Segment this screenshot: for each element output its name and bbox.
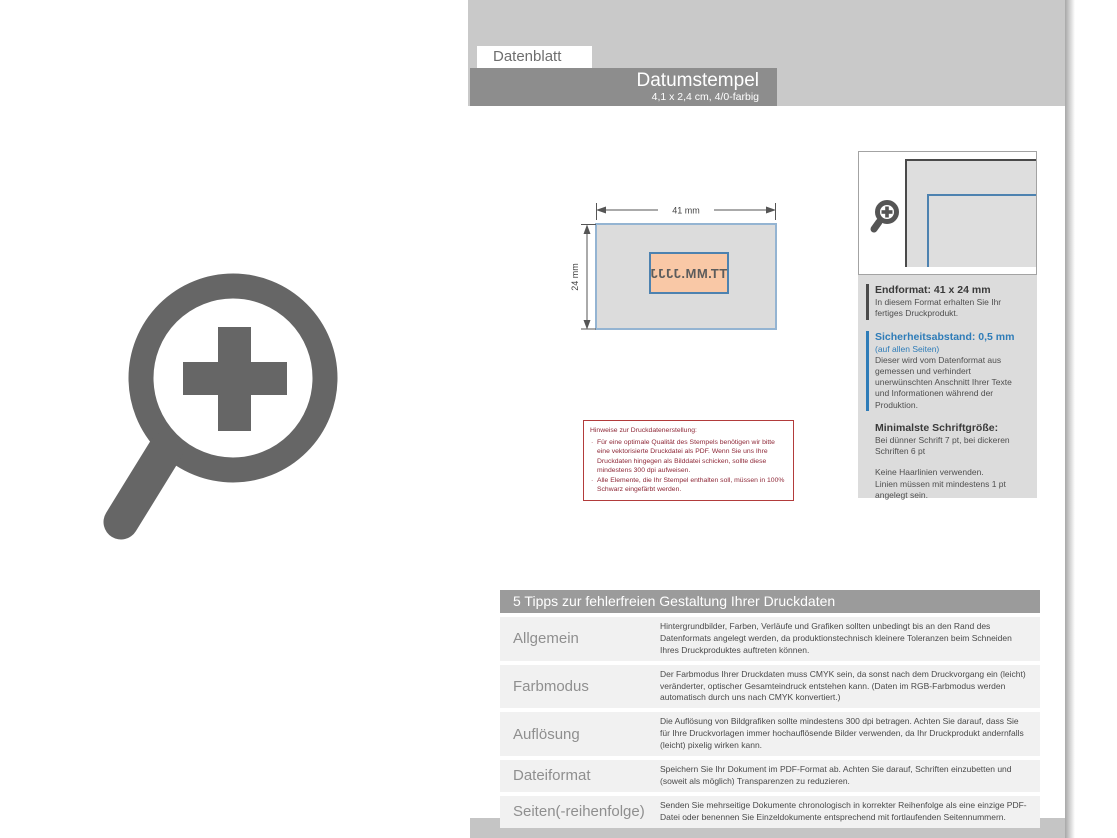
tips-header: 5 Tipps zur fehlerfreien Gestaltung Ihrer Druckdaten <box>500 590 1040 613</box>
endformat-text: In diesem Format erhalten Sie Ihr fertiges Druckprodukt. <box>875 297 1002 319</box>
datenblatt-tab: Datenblatt <box>477 46 592 68</box>
table-row <box>500 665 1040 709</box>
note-item: · Für eine optimale Qualität des Stempels benötigen wir bitte eine vektorisierte Druckdatei als PDF. Wenn Sie uns Ihre Druckdaten hingegen als Bilddatei schicken, sollte diese mindestens 300 dpi aufweisen. <box>590 438 787 475</box>
tip-label-seitenreihenfolge: Seiten(-reihenfolge) <box>513 803 645 821</box>
print-data-notes-box <box>583 420 794 501</box>
table-row <box>500 617 1040 661</box>
title-bar <box>470 68 777 106</box>
min-font-text: Bei dünner Schrift 7 pt, bei dickeren Schriften 6 pt <box>875 434 1010 457</box>
hairlines-text-2: Linien müssen mit mindestens 1 pt angelegt sein. <box>875 478 1006 500</box>
safety-subtitle: (auf allen Seiten) <box>875 343 940 354</box>
height-dimension-label: 24 mm <box>570 263 580 291</box>
table-row <box>500 796 1040 828</box>
table-row <box>500 760 1040 792</box>
min-font-section <box>866 422 1027 501</box>
safety-title: Sicherheitsabstand: 0,5 mm <box>875 330 1015 343</box>
tip-text: Hintergrundbilder, Farben, Verläufe und Grafiken sollten unbedingt bis an den Rand des Datenformats angelegt werden, da produktionstechnisch kleinere Toleranzen beim Schneiden Ihres Druckproduktes auftreten können. <box>660 621 1012 655</box>
zoom-detail-box <box>858 151 1037 275</box>
tip-label-dateiformat: Dateiformat <box>513 767 591 785</box>
page-edge-shadow <box>1065 0 1075 838</box>
note-item: · Alle Elemente, die Ihr Stempel enthalten soll, müssen in 100% Schwarz eingefärbt werden. <box>590 476 787 494</box>
spacer <box>875 457 1027 467</box>
width-dimension-label: 41 mm <box>672 205 700 216</box>
endformat-title: Endformat: 41 x 24 mm <box>875 284 991 296</box>
min-font-title: Minimalste Schriftgröße: <box>875 421 999 434</box>
tips-table <box>500 590 1040 828</box>
zoom-in-icon <box>868 199 902 237</box>
page-subtitle: 4,1 x 2,4 cm, 4/0-farbig <box>651 91 759 103</box>
stamp-mirrored-date-text: TT.MM.JJJJ <box>650 265 728 281</box>
format-corner-detail <box>905 159 1036 267</box>
notes-title: Hinweise zur Druckdatenerstellung: <box>590 427 697 434</box>
safety-text: Dieser wird vom Datenformat aus gemessen und verhindert unerwünschten Anschnitt Ihrer Texte und Informationen während der Produktion. <box>875 354 1012 410</box>
format-info-panel <box>858 275 1037 498</box>
tip-label-aufloesung: Auflösung <box>513 725 580 743</box>
table-row <box>500 712 1040 756</box>
tip-text: Der Farbmodus Ihrer Druckdaten muss CMYK sein, da sonst nach dem Druckvorgang ein (leicht) veränderter, optischer Gesamteindruck entstehen kann. (Daten im RGB-Farbmodus werden automatisch durch uns nach CMYK konvertiert.) <box>660 668 1026 703</box>
tip-label-farbmodus: Farbmodus <box>513 678 589 695</box>
tip-label-allgemein: Allgemein <box>513 630 579 648</box>
endformat-section <box>866 284 1027 320</box>
safety-margin-section <box>866 331 1027 411</box>
tip-text: Die Auflösung von Bildgrafiken sollte mindestens 300 dpi betragen. Achten Sie darauf, dass Sie für Ihre Druckvorlagen immer hochauflösende Bilder verwenden, da Ihr Druckprodukt andernfalls (leicht) pixelig wirken kann. <box>660 716 1024 751</box>
page-title: Datumstempel <box>636 70 759 91</box>
dimension-lines <box>560 190 800 340</box>
tip-text: Senden Sie mehrseitige Dokumente chronologisch in korrekter Reihenfolge als eine einzige PDF-Datei oder benennen Sie Einzeldokumente entsprechend mit fortlaufenden Seitennummern. <box>660 799 1027 822</box>
tip-text: Speichern Sie Ihr Dokument im PDF-Format ab. Achten Sie darauf, Schriften einzubetten und (soweit als möglich) Transparenzen zu reduzieren. <box>660 764 1012 786</box>
zoom-in-icon <box>85 255 375 555</box>
safety-margin-line <box>927 194 1036 267</box>
hairlines-text-1: Keine Haarlinien verwenden. <box>875 467 984 478</box>
